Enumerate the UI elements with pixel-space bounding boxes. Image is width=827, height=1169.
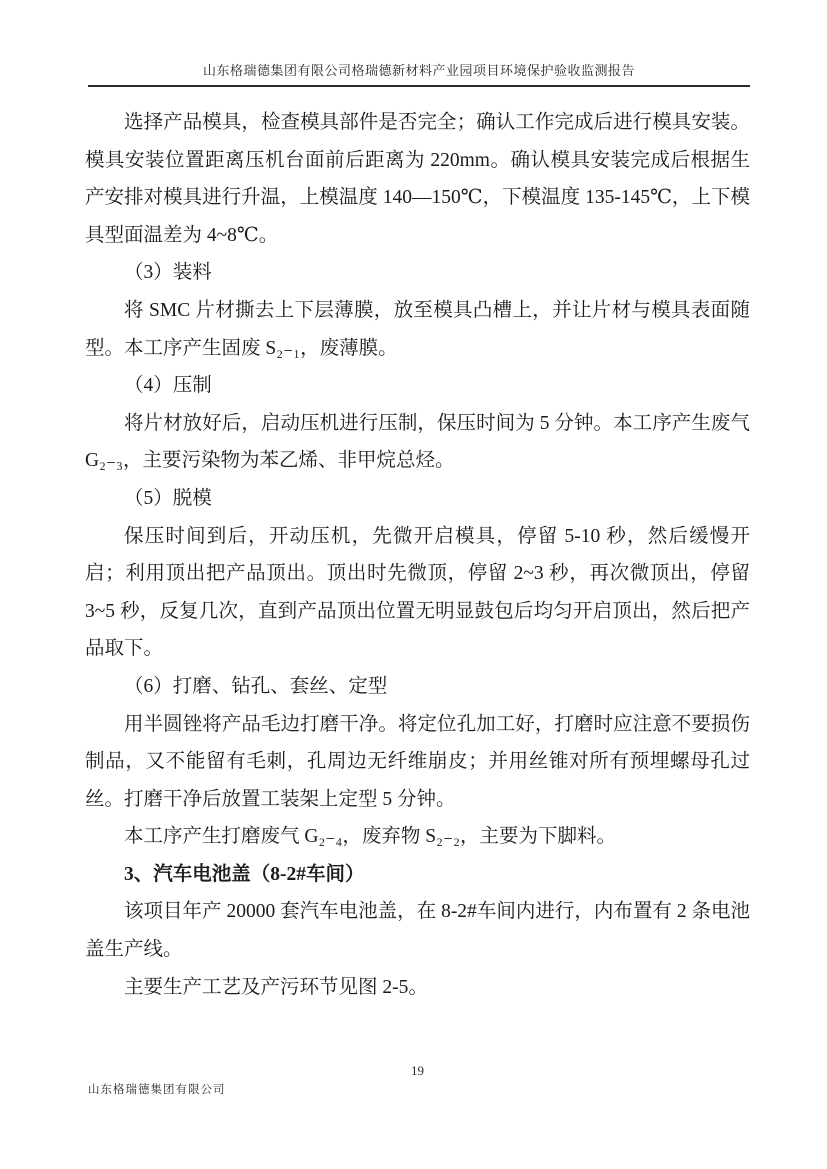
- page-header: [88, 60, 750, 87]
- step-heading-loading: （3）装料: [124, 262, 212, 284]
- document-body: [85, 104, 750, 1006]
- paragraph-battery-cover: 该项目年产 20000 套汽车电池盖，在 8-2#车间内进行，内布置有 2 条电池盖生产线。: [85, 901, 750, 961]
- paragraph-figure-ref: 主要生产工艺及产污环节见图 2-5。: [124, 976, 428, 998]
- paragraph-grinding: 用半圆锉将产品毛边打磨干净。将定位孔加工好，打磨时应注意不要损伤制品，又不能留有毛刺，孔周边无纤维崩皮；并用丝锥对所有预埋螺母孔过丝。打磨干净后放置工装架上定型 5 分钟。: [85, 713, 750, 810]
- paragraph-demolding: 保压时间到后，开动压机，先微开启模具，停留 5-10 秒，然后缓慢开启；利用顶出把产品顶出。顶出时先微顶，停留 2~3 秒，再次微顶出，停留 3~5 秒，反复几次，直到产品顶出位置无明显鼓包后均匀开启顶出，然后把产品取下。: [85, 525, 750, 660]
- header-title: 山东格瑞德集团有限公司格瑞德新材料产业园项目环境保护验收监测报告: [202, 63, 635, 78]
- paragraph-pressing: 将片材放好后，启动压机进行压制，保压时间为 5 分钟。本工序产生废气 G₂₋₃，主要污染物为苯乙烯、非甲烷总烃。: [85, 412, 750, 472]
- page-number: 19: [411, 1063, 424, 1078]
- paragraph-mold-install: 选择产品模具，检查模具部件是否完全；确认工作完成后进行模具安装。模具安装位置距离压机台面前后距离为 220mm。确认模具安装完成后根据生产安排对模具进行升温，上模温度 140—150℃，下模温度 135-145℃，上下模具型面温差为 4~8℃。: [85, 112, 750, 246]
- step-heading-demolding: （5）脱模: [124, 487, 212, 509]
- step-heading-grinding: （6）打磨、钻孔、套丝、定型: [124, 675, 388, 697]
- section-heading-battery-cover: 3、汽车电池盖（8-2#车间）: [124, 863, 365, 885]
- footer-company: 山东格瑞德集团有限公司: [88, 1084, 226, 1096]
- paragraph-grinding-waste: 本工序产生打磨废气 G₂₋₄，废弃物 S₂₋₂，主要为下脚料。: [124, 826, 616, 848]
- step-heading-pressing: （4）压制: [124, 375, 212, 397]
- paragraph-loading: 将 SMC 片材撕去上下层薄膜，放至模具凸槽上，并让片材与模具表面随型。本工序产生固废 S₂₋₁，废薄膜。: [85, 299, 750, 359]
